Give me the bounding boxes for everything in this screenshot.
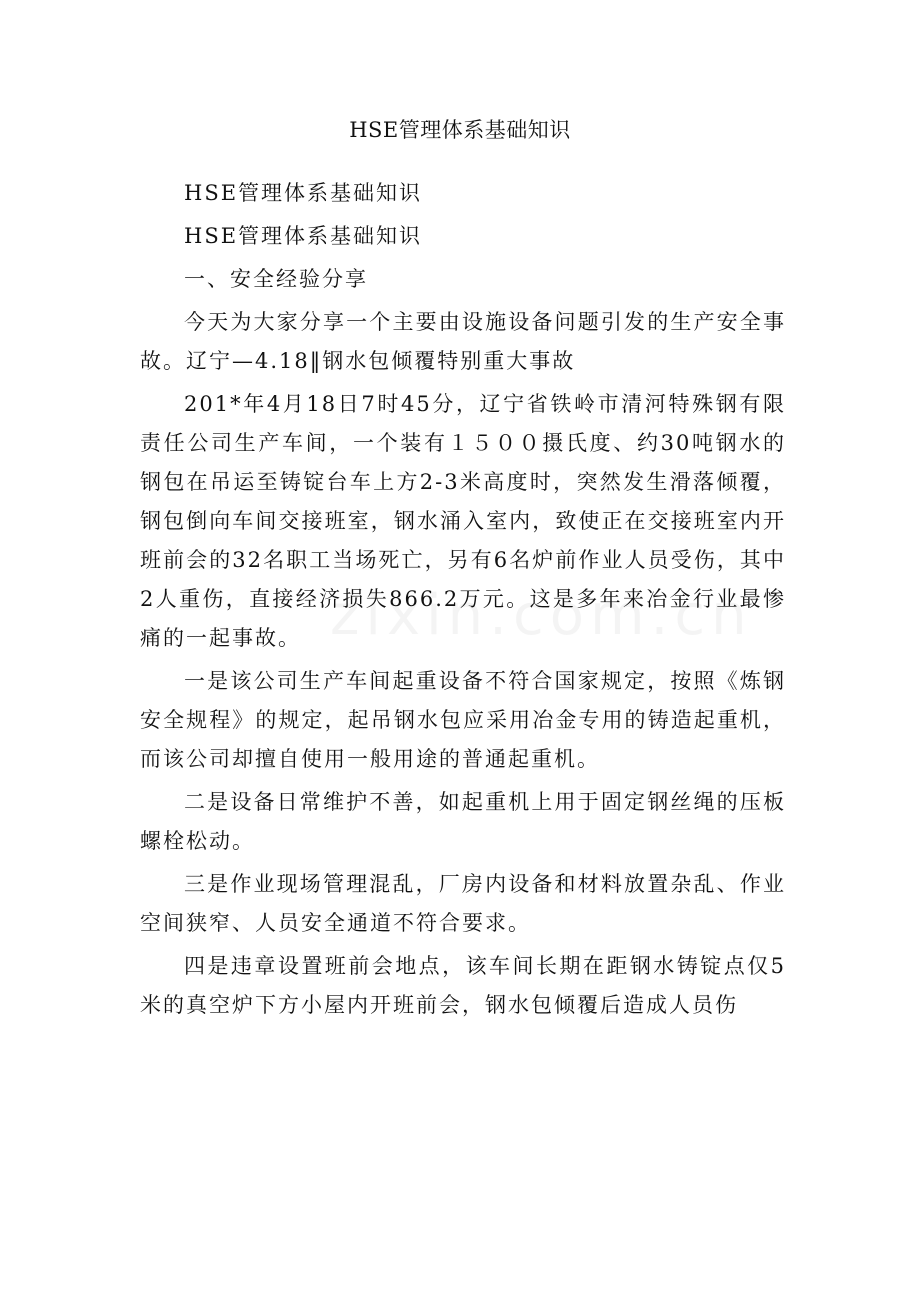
paragraph-intro: 今天为大家分享一个主要由设施设备问题引发的生产安全事故。辽宁—4.18‖钢水包倾覆特别重大事故: [140, 310, 786, 373]
paragraph-cause-1: 一是该公司生产车间起重设备不符合国家规定，按照《炼钢安全规程》的规定，起吊钢水包应采用冶金专用的铸造起重机，而该公司却擅自使用一般用途的普通起重机。: [140, 669, 786, 771]
document-title: HSE管理体系基础知识: [349, 118, 571, 142]
paragraph-heading-2: HSE管理体系基础知识: [184, 224, 423, 248]
paragraph-heading-1: HSE管理体系基础知识: [184, 181, 423, 205]
paragraph-incident: 201*年4月18日7时45分，辽宁省铁岭市清河特殊钢有限责任公司生产车间，一个装有１５００摄氏度、约30吨钢水的钢包在吊运至铸锭台车上方2-3米高度时，突然发生滑落倾覆，钢包倒向车间交接班室，钢水涌入室内，致使正在交接班室内开班前会的32名职工当场死亡，另有6名炉前作业人员受伤，其中2人重伤，直接经济损失866.2万元。这是多年来冶金行业最惨痛的一起事故。: [140, 392, 786, 650]
paragraph-cause-4: 四是违章设置班前会地点，该车间长期在距钢水铸锭点仅5米的真空炉下方小屋内开班前会，钢水包倾覆后造成人员伤: [140, 954, 786, 1017]
paragraph-cause-2: 二是设备日常维护不善，如起重机上用于固定钢丝绳的压板螺栓松动。: [140, 790, 786, 853]
document-body: [140, 174, 786, 1029]
paragraph-cause-3: 三是作业现场管理混乱，厂房内设备和材料放置杂乱、作业空间狭窄、人员安全通道不符合要求。: [140, 872, 786, 935]
section-heading: 一、安全经验分享: [184, 267, 368, 291]
